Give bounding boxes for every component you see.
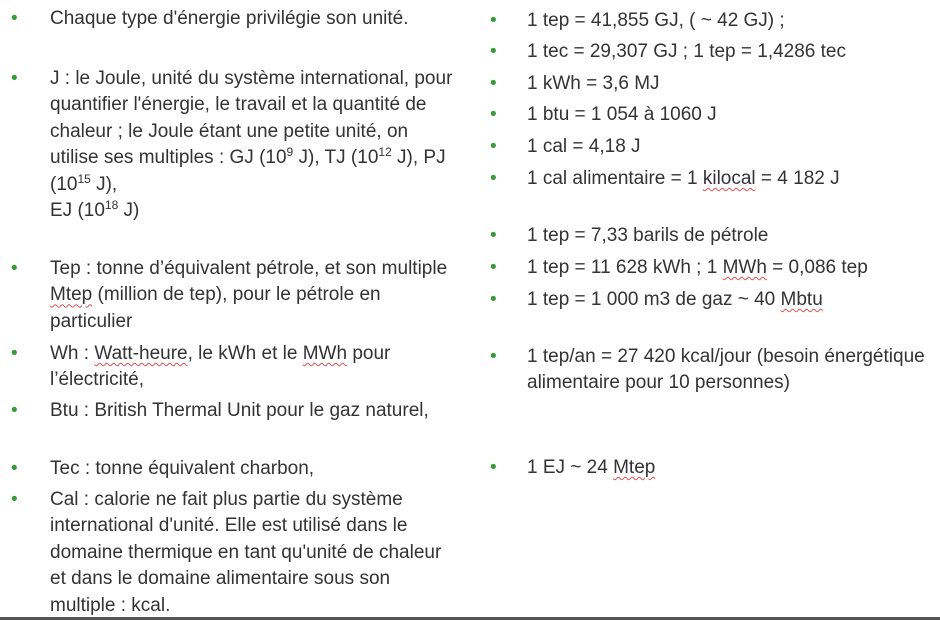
bullet-icon: • [490,73,497,94]
bullet-icon: • [11,68,18,89]
item-text: J), PJ (10 [50,147,446,195]
item-text: = 4 182 J [755,168,840,189]
item-text: 1 kWh = 3,6 MJ [527,73,660,94]
bullet-icon: • [490,289,497,310]
bullet-icon: • [490,168,497,189]
item-text: J), TJ (10 [293,147,379,169]
bullet-icon: • [490,10,497,31]
item-text: Btu : British Thermal Unit pour le gaz naturel, [50,400,429,421]
item-text: (million de tep), pour le pétrole en particulier [50,284,381,332]
list-item-conversion [490,71,937,97]
bullet-icon: • [11,489,18,510]
spellcheck-word: Watt-heure [94,343,188,364]
list-item-conversion [490,287,937,313]
list-item-conversion [490,223,937,249]
bullet-icon: • [490,346,497,367]
spellcheck-word: MWh [302,343,348,364]
item-text: J), [90,173,118,195]
item-text: 1 tec = 29,307 GJ ; 1 tep = 1,4286 tec [527,41,847,62]
item-text: 1 tep = 11 628 kWh ; 1 [527,257,723,278]
bullet-icon: • [490,104,497,125]
list-item-conversion [490,134,937,160]
spellcheck-word: kilocal [702,168,756,189]
item-text: EJ (10 [50,200,105,222]
item-text: = 0,086 tep [766,257,868,278]
list-item-tec [11,456,458,482]
item-text: 1 cal alimentaire = 1 [527,168,703,189]
item-text: Tec : tonne équivalent charbon, [50,458,315,479]
item-text: 1 cal = 4,18 J [527,136,641,157]
exponent: 9 [286,145,294,160]
list-item-conversion [490,455,937,481]
bullet-icon: • [11,400,18,421]
bullet-icon: • [490,457,497,478]
exponent: 12 [378,145,392,160]
list-item-wh [11,341,458,394]
list-item-conversion [490,8,937,34]
list-item-conversion [490,255,937,281]
list-item-joule [11,66,458,224]
list-item-btu [11,398,458,424]
item-text: 1 tep = 41,855 GJ, ( ~ 42 GJ) ; [527,10,785,31]
spellcheck-word: MWh [722,257,767,278]
bullet-icon: • [490,41,497,62]
item-text: , le kWh et le [187,343,303,364]
bullet-icon: • [11,258,18,279]
item-text: Wh : [50,343,95,364]
bullet-icon: • [11,458,18,479]
item-text: Cal : calorie ne fait plus partie du système international d'unité. Elle est utilisé dans le domaine thermique en tant qu'unité de chaleur et dans le domaine alimentaire sous son multiple : kcal. [50,489,442,616]
item-text: pour l’électricité, [50,343,391,391]
spellcheck-word: Mbtu [780,289,823,310]
item-text: Tep : tonne d’équivalent pétrole, et son multiple [50,258,448,279]
bullet-icon: • [490,136,497,157]
list-item-tep [11,256,458,335]
bullet-icon: • [490,225,497,246]
item-text: J) [118,200,140,222]
item-text: J : le Joule, unité du système international, pour quantifier l'énergie, le travail et la quantité de chaleur ; le Joule étant une petite unité, on utilise ses multiples : GJ (10 [50,68,453,169]
bullet-icon: • [11,343,18,364]
item-text: 1 tep = 7,33 barils de pétrole [527,225,769,246]
item-text: 1 tep = 1 000 m3 de gaz ~ 40 [527,289,781,310]
list-item-energy-units [11,6,458,32]
list-item-conversion [490,166,937,192]
list-item-conversion [490,39,937,65]
item-text: Chaque type d'énergie privilégie son unité. [50,8,409,29]
exponent: 18 [104,198,119,213]
item-text: 1 EJ ~ 24 [527,457,614,478]
exponent: 15 [77,171,91,186]
list-item-conversion [490,344,937,397]
bullet-icon: • [490,257,497,278]
list-item-conversion [490,102,937,128]
bullet-icon: • [11,8,18,29]
spellcheck-word: Mtep [613,457,656,478]
list-item-cal [11,487,458,619]
item-text: 1 tep/an = 27 420 kcal/jour (besoin énergétique alimentaire pour 10 personnes) [527,346,925,394]
item-text: 1 btu = 1 054 à 1060 J [527,104,717,125]
spellcheck-word: Mtep [50,284,93,306]
